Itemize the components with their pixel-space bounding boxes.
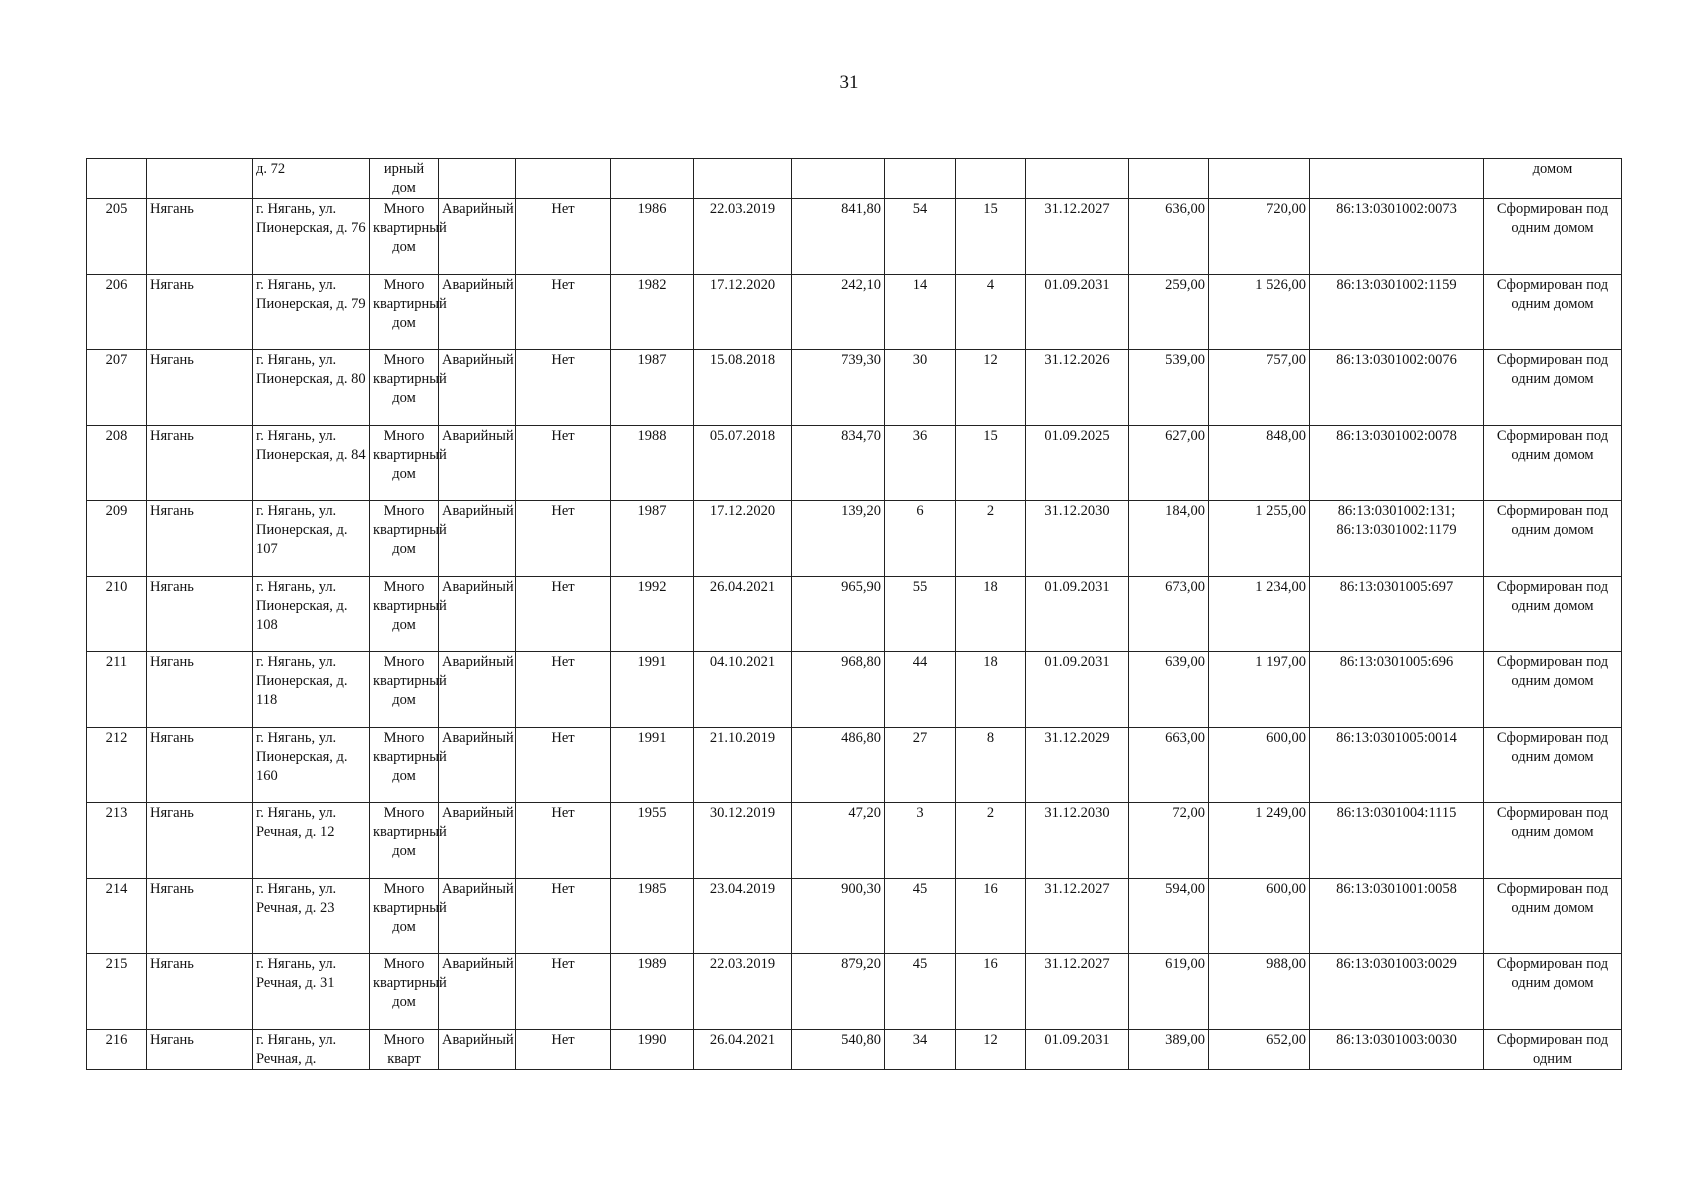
cell-address: г. Нягань, ул. Пионерская, д. 118 [253,652,370,728]
cell-state: Аварийный [439,652,516,728]
cell-culture [516,159,611,199]
cell-date: 05.07.2018 [694,425,792,501]
table-row-continued [87,159,1622,199]
cell-living-area: 259,00 [1129,274,1209,350]
cell-living-area: 639,00 [1129,652,1209,728]
cell-no: 205 [87,199,147,275]
cell-deadline: 01.09.2031 [1026,274,1129,350]
cell-residents: 27 [885,727,956,803]
cell-culture: Нет [516,576,611,652]
cell-address: г. Нягань, ул. Пионерская, д. 76 [253,199,370,275]
cell-no: 211 [87,652,147,728]
cell-state: Аварийный [439,576,516,652]
cell-rooms: 2 [956,803,1026,879]
cell-rooms: 16 [956,878,1026,954]
cell-year: 1991 [611,652,694,728]
cell-city [147,159,253,199]
cell-cadastral: 86:13:0301005:0014 [1310,727,1484,803]
cell-cadastral: 86:13:0301002:0078 [1310,425,1484,501]
cell-area: 486,80 [792,727,885,803]
cell-deadline: 31.12.2030 [1026,501,1129,577]
cell-land-status: Сформирован под одним домом [1484,954,1622,1030]
cell-land-status: Сформирован под одним домом [1484,803,1622,879]
cell-land-area: 1 234,00 [1209,576,1310,652]
cell-cadastral: 86:13:0301004:1115 [1310,803,1484,879]
cell-rooms: 2 [956,501,1026,577]
cell-city: Нягань [147,425,253,501]
cell-land-area: 1 526,00 [1209,274,1310,350]
cell-building-type: Много квартирный дом [370,350,439,426]
cell-address: г. Нягань, ул. Пионерская, д. 108 [253,576,370,652]
cell-area: 900,30 [792,878,885,954]
cell-living-area: 539,00 [1129,350,1209,426]
table-row [87,1029,1622,1069]
cell-state: Аварийный [439,350,516,426]
cell-culture: Нет [516,274,611,350]
cell-rooms: 15 [956,199,1026,275]
cell-rooms: 18 [956,652,1026,728]
cell-residents: 36 [885,425,956,501]
cell-state [439,159,516,199]
cell-building-type: ирный дом [370,159,439,199]
cell-living-area: 184,00 [1129,501,1209,577]
cell-address: г. Нягань, ул. Речная, д. 23 [253,878,370,954]
cell-state: Аварийный [439,727,516,803]
housing-registry-table [86,158,1622,1070]
table-row [87,652,1622,728]
cell-living-area: 673,00 [1129,576,1209,652]
cell-building-type: Много квартирный дом [370,425,439,501]
cell-state: Аварийный [439,425,516,501]
cell-deadline: 01.09.2025 [1026,425,1129,501]
table-row [87,425,1622,501]
cell-building-type: Много квартирный дом [370,954,439,1030]
cell-no: 210 [87,576,147,652]
cell-no: 209 [87,501,147,577]
cell-residents: 44 [885,652,956,728]
cell-year: 1982 [611,274,694,350]
cell-state: Аварийный [439,954,516,1030]
table-row [87,803,1622,879]
cell-land-status: Сформирован под одним домом [1484,727,1622,803]
cell-address: г. Нягань, ул. Пионерская, д. 80 [253,350,370,426]
cell-land-area: 600,00 [1209,727,1310,803]
cell-deadline: 31.12.2027 [1026,878,1129,954]
cell-residents: 45 [885,954,956,1030]
cell-no: 206 [87,274,147,350]
cell-land-area: 1 249,00 [1209,803,1310,879]
cell-living-area: 72,00 [1129,803,1209,879]
cell-year: 1955 [611,803,694,879]
cell-rooms: 12 [956,350,1026,426]
cell-deadline: 31.12.2029 [1026,727,1129,803]
cell-date: 22.03.2019 [694,199,792,275]
cell-city: Нягань [147,501,253,577]
cell-land-status: домом [1484,159,1622,199]
cell-no: 213 [87,803,147,879]
cell-residents [885,159,956,199]
cell-year: 1990 [611,1029,694,1069]
cell-city: Нягань [147,652,253,728]
cell-city: Нягань [147,803,253,879]
table-row [87,274,1622,350]
cell-date: 21.10.2019 [694,727,792,803]
cell-land-status: Сформирован под одним домом [1484,878,1622,954]
cell-deadline: 01.09.2031 [1026,576,1129,652]
cell-land-area: 652,00 [1209,1029,1310,1069]
cell-building-type: Много квартирный дом [370,199,439,275]
cell-area [792,159,885,199]
cell-culture: Нет [516,803,611,879]
cell-city: Нягань [147,878,253,954]
cell-no: 216 [87,1029,147,1069]
cell-land-area: 600,00 [1209,878,1310,954]
cell-deadline: 31.12.2026 [1026,350,1129,426]
cell-no: 215 [87,954,147,1030]
cell-rooms: 15 [956,425,1026,501]
cell-year: 1991 [611,727,694,803]
cell-date: 22.03.2019 [694,954,792,1030]
cell-living-area: 389,00 [1129,1029,1209,1069]
cell-building-type: Много квартирный дом [370,501,439,577]
cell-cadastral: 86:13:0301001:0058 [1310,878,1484,954]
cell-deadline: 01.09.2031 [1026,652,1129,728]
table-body [87,159,1622,1070]
cell-deadline: 31.12.2030 [1026,803,1129,879]
cell-cadastral: 86:13:0301002:131; 86:13:0301002:1179 [1310,501,1484,577]
cell-deadline: 01.09.2031 [1026,1029,1129,1069]
cell-deadline [1026,159,1129,199]
cell-culture: Нет [516,425,611,501]
cell-year: 1989 [611,954,694,1030]
cell-culture: Нет [516,878,611,954]
cell-area: 841,80 [792,199,885,275]
cell-state: Аварийный [439,1029,516,1069]
cell-land-status: Сформирован под одним [1484,1029,1622,1069]
cell-living-area: 636,00 [1129,199,1209,275]
cell-land-status: Сформирован под одним домом [1484,501,1622,577]
cell-culture: Нет [516,501,611,577]
cell-address: д. 72 [253,159,370,199]
cell-rooms: 18 [956,576,1026,652]
cell-building-type: Много квартирный дом [370,803,439,879]
cell-year: 1988 [611,425,694,501]
cell-city: Нягань [147,199,253,275]
cell-city: Нягань [147,350,253,426]
cell-deadline: 31.12.2027 [1026,954,1129,1030]
cell-land-status: Сформирован под одним домом [1484,425,1622,501]
cell-culture: Нет [516,652,611,728]
cell-year: 1987 [611,350,694,426]
cell-culture: Нет [516,954,611,1030]
cell-land-status: Сформирован под одним домом [1484,576,1622,652]
cell-deadline: 31.12.2027 [1026,199,1129,275]
cell-address: г. Нягань, ул. Пионерская, д. 84 [253,425,370,501]
cell-cadastral: 86:13:0301002:0076 [1310,350,1484,426]
cell-state: Аварийный [439,501,516,577]
cell-no [87,159,147,199]
cell-cadastral: 86:13:0301005:697 [1310,576,1484,652]
cell-city: Нягань [147,954,253,1030]
cell-city: Нягань [147,576,253,652]
cell-address: г. Нягань, ул. Пионерская, д. 160 [253,727,370,803]
cell-date: 30.12.2019 [694,803,792,879]
cell-area: 879,20 [792,954,885,1030]
cell-land-status: Сформирован под одним домом [1484,199,1622,275]
cell-date: 23.04.2019 [694,878,792,954]
cell-residents: 55 [885,576,956,652]
table-row [87,878,1622,954]
cell-area: 965,90 [792,576,885,652]
cell-land-area: 848,00 [1209,425,1310,501]
cell-residents: 45 [885,878,956,954]
cell-building-type: Много квартирный дом [370,576,439,652]
cell-cadastral: 86:13:0301002:0073 [1310,199,1484,275]
cell-area: 739,30 [792,350,885,426]
cell-date [694,159,792,199]
cell-city: Нягань [147,1029,253,1069]
cell-residents: 3 [885,803,956,879]
cell-building-type: Много кварт [370,1029,439,1069]
cell-state: Аварийный [439,274,516,350]
table-row [87,727,1622,803]
cell-state: Аварийный [439,803,516,879]
cell-land-area [1209,159,1310,199]
cell-year: 1986 [611,199,694,275]
cell-date: 17.12.2020 [694,274,792,350]
cell-area: 47,20 [792,803,885,879]
cell-address: г. Нягань, ул. Пионерская, д. 79 [253,274,370,350]
cell-rooms: 8 [956,727,1026,803]
cell-date: 17.12.2020 [694,501,792,577]
cell-date: 26.04.2021 [694,576,792,652]
cell-year [611,159,694,199]
cell-no: 212 [87,727,147,803]
cell-address: г. Нягань, ул. Речная, д. 31 [253,954,370,1030]
cell-residents: 6 [885,501,956,577]
cell-land-status: Сформирован под одним домом [1484,274,1622,350]
cell-no: 214 [87,878,147,954]
cell-rooms [956,159,1026,199]
cell-land-area: 757,00 [1209,350,1310,426]
cell-land-area: 988,00 [1209,954,1310,1030]
cell-rooms: 12 [956,1029,1026,1069]
cell-residents: 14 [885,274,956,350]
cell-no: 207 [87,350,147,426]
cell-living-area [1129,159,1209,199]
cell-year: 1992 [611,576,694,652]
cell-land-area: 720,00 [1209,199,1310,275]
cell-city: Нягань [147,727,253,803]
cell-residents: 34 [885,1029,956,1069]
cell-address: г. Нягань, ул. Речная, д. 12 [253,803,370,879]
cell-living-area: 619,00 [1129,954,1209,1030]
cell-area: 968,80 [792,652,885,728]
table-row [87,576,1622,652]
cell-land-area: 1 255,00 [1209,501,1310,577]
cell-culture: Нет [516,350,611,426]
cell-rooms: 16 [956,954,1026,1030]
cell-rooms: 4 [956,274,1026,350]
table-row [87,350,1622,426]
cell-area: 139,20 [792,501,885,577]
cell-building-type: Много квартирный дом [370,274,439,350]
cell-year: 1987 [611,501,694,577]
cell-cadastral [1310,159,1484,199]
cell-area: 242,10 [792,274,885,350]
table-row [87,199,1622,275]
cell-date: 15.08.2018 [694,350,792,426]
cell-cadastral: 86:13:0301005:696 [1310,652,1484,728]
cell-state: Аварийный [439,878,516,954]
cell-land-status: Сформирован под одним домом [1484,350,1622,426]
cell-building-type: Много квартирный дом [370,652,439,728]
cell-address: г. Нягань, ул. Речная, д. [253,1029,370,1069]
cell-cadastral: 86:13:0301003:0030 [1310,1029,1484,1069]
cell-living-area: 627,00 [1129,425,1209,501]
cell-area: 834,70 [792,425,885,501]
cell-culture: Нет [516,727,611,803]
cell-culture: Нет [516,1029,611,1069]
table-row [87,954,1622,1030]
cell-cadastral: 86:13:0301002:1159 [1310,274,1484,350]
cell-state: Аварийный [439,199,516,275]
cell-building-type: Много квартирный дом [370,878,439,954]
cell-land-status: Сформирован под одним домом [1484,652,1622,728]
cell-year: 1985 [611,878,694,954]
cell-address: г. Нягань, ул. Пионерская, д. 107 [253,501,370,577]
cell-residents: 54 [885,199,956,275]
cell-living-area: 594,00 [1129,878,1209,954]
cell-residents: 30 [885,350,956,426]
cell-living-area: 663,00 [1129,727,1209,803]
cell-date: 26.04.2021 [694,1029,792,1069]
cell-cadastral: 86:13:0301003:0029 [1310,954,1484,1030]
page-number: 31 [839,72,859,93]
cell-no: 208 [87,425,147,501]
cell-city: Нягань [147,274,253,350]
cell-area: 540,80 [792,1029,885,1069]
cell-building-type: Много квартирный дом [370,727,439,803]
cell-date: 04.10.2021 [694,652,792,728]
cell-culture: Нет [516,199,611,275]
cell-land-area: 1 197,00 [1209,652,1310,728]
table-row [87,501,1622,577]
